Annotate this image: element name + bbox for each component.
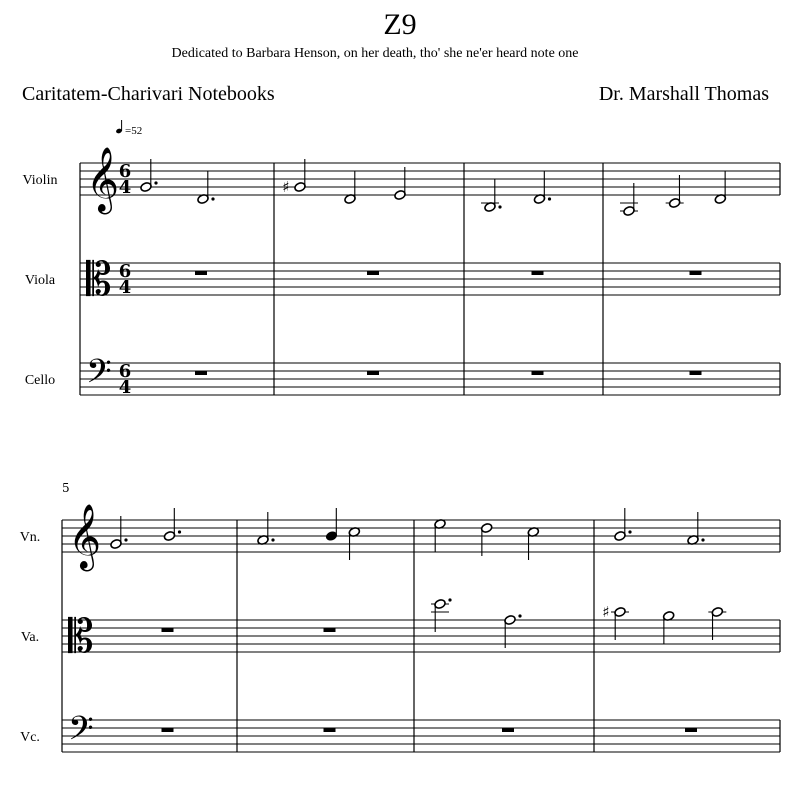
augmentation-dot xyxy=(211,197,214,200)
sharp-icon: ♯ xyxy=(602,603,610,621)
sharp-icon: ♯ xyxy=(282,178,290,196)
time-signature-denominator: 4 xyxy=(118,277,132,298)
treble-clef-icon: 𝄞 xyxy=(86,147,120,212)
time-signature-numerator: 6 xyxy=(118,161,132,182)
whole-rest-icon xyxy=(162,628,174,632)
whole-rest-icon xyxy=(502,728,514,732)
augmentation-dot xyxy=(518,614,521,617)
augmentation-dot xyxy=(124,538,127,541)
score-title: Z9 xyxy=(383,8,417,41)
bass-clef-icon: 𝄢 xyxy=(68,710,94,756)
alto-clef-icon: 𝄡 xyxy=(68,609,94,663)
bass-clef-icon: 𝄢 xyxy=(86,353,112,399)
whole-rest-icon xyxy=(162,728,174,732)
time-signature-denominator: 4 xyxy=(118,177,132,198)
measure-number: 5 xyxy=(62,481,70,495)
augmentation-dot xyxy=(154,181,157,184)
augmentation-dot xyxy=(271,538,274,541)
whole-rest-icon xyxy=(690,271,702,275)
augmentation-dot xyxy=(548,197,551,200)
collection-name: Caritatem-Charivari Notebooks xyxy=(22,83,275,105)
time-signature-numerator: 6 xyxy=(118,361,132,382)
instrument-label: Va. xyxy=(20,630,40,645)
augmentation-dot xyxy=(178,530,181,533)
alto-clef-icon: 𝄡 xyxy=(86,252,112,306)
whole-rest-icon xyxy=(685,728,697,732)
whole-rest-icon xyxy=(324,628,336,632)
treble-clef-icon: 𝄞 xyxy=(68,504,102,569)
whole-rest-icon xyxy=(367,271,379,275)
tempo-marking: =52 xyxy=(125,125,143,137)
time-signature-denominator: 4 xyxy=(118,377,132,398)
instrument-label: Violin xyxy=(22,173,58,188)
whole-rest-icon xyxy=(195,271,207,275)
whole-rest-icon xyxy=(367,371,379,375)
whole-rest-icon xyxy=(532,371,544,375)
augmentation-dot xyxy=(628,530,631,533)
augmentation-dot xyxy=(448,598,451,601)
whole-rest-icon xyxy=(690,371,702,375)
composer-name: Dr. Marshall Thomas xyxy=(598,83,769,105)
whole-rest-icon xyxy=(532,271,544,275)
instrument-label: Vn. xyxy=(19,530,41,545)
whole-rest-icon xyxy=(195,371,207,375)
instrument-label: Cello xyxy=(24,373,56,388)
instrument-label: Vc. xyxy=(20,730,40,745)
augmentation-dot xyxy=(498,205,501,208)
dedication: Dedicated to Barbara Henson, on her death, tho' she ne'er heard note one xyxy=(171,46,579,61)
time-signature-numerator: 6 xyxy=(118,261,132,282)
instrument-label: Viola xyxy=(24,273,56,288)
augmentation-dot xyxy=(701,538,704,541)
whole-rest-icon xyxy=(324,728,336,732)
